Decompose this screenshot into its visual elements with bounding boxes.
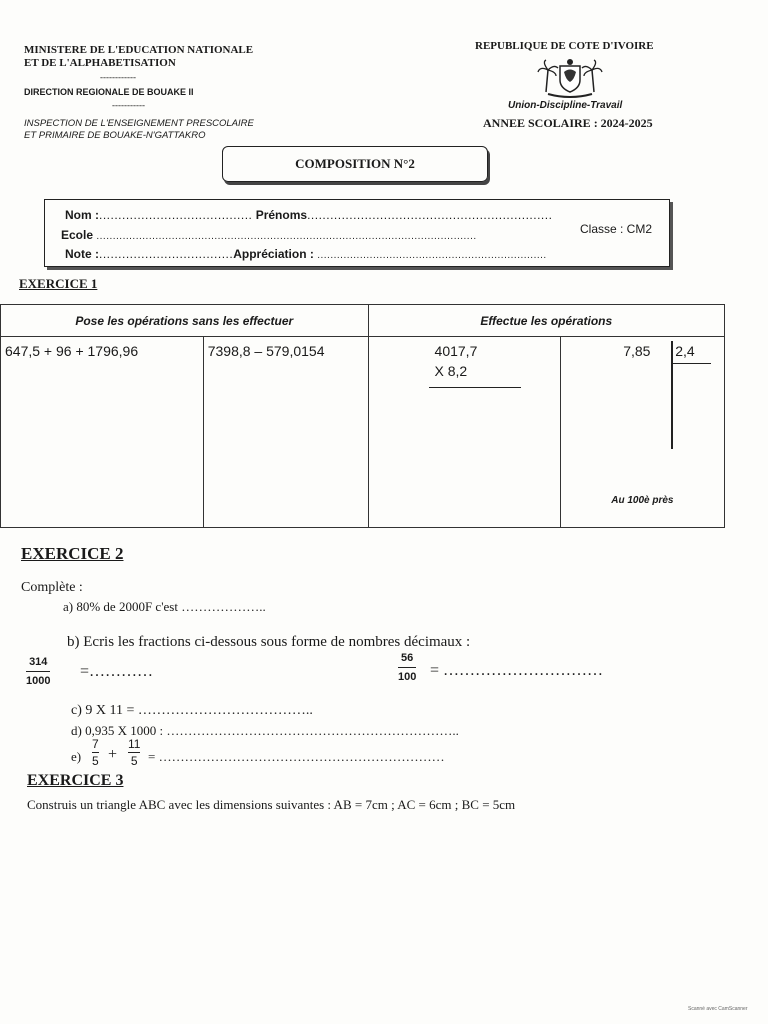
nom-label: Nom : xyxy=(65,208,99,222)
separator: ------------ xyxy=(100,72,136,82)
coat-of-arms-icon xyxy=(536,56,604,98)
fraction-bar xyxy=(26,671,50,672)
plus-sign: + xyxy=(108,746,118,763)
separator: ----------- xyxy=(112,100,145,110)
classe-label: Classe : CM2 xyxy=(580,222,653,236)
exercice2-title: EXERCICE 2 xyxy=(21,544,124,563)
fraction-bar xyxy=(128,752,140,753)
question-d: d) 0,935 X 1000 : ………………………………………………………….. xyxy=(71,723,459,738)
e-denominator2: 5 xyxy=(130,754,138,768)
direction-regionale: DIRECTION REGIONALE DE BOUAKE II xyxy=(24,87,194,97)
op1-cell[interactable] xyxy=(1,337,204,528)
fraction-bar xyxy=(92,752,99,753)
header-effectue: Effectue les opérations xyxy=(368,305,724,337)
operations-table xyxy=(0,304,725,528)
frac1-numerator: 314 xyxy=(29,656,48,668)
appreciation-label: Appréciation : xyxy=(233,247,314,261)
e-numerator1: 7 xyxy=(92,737,99,751)
division-horizontal-rule xyxy=(671,363,711,364)
question-e-label: e) xyxy=(71,749,82,764)
frac2-denominator: 100 xyxy=(398,671,417,683)
e-denominator1: 5 xyxy=(92,754,99,768)
prenoms-field[interactable]: ................................................................ xyxy=(307,208,553,222)
nom-field[interactable]: ........................................ xyxy=(99,208,253,222)
school-year: ANNEE SCOLAIRE : 2024-2025 xyxy=(483,116,653,130)
op2-text: 7398,8 – 579,0154 xyxy=(207,343,325,359)
frac2-answer[interactable]: = ………………………… xyxy=(430,662,604,679)
ecole-line xyxy=(61,228,477,242)
question-b: b) Ecris les fractions ci-dessous sous forme de nombres décimaux : xyxy=(67,634,471,650)
exercice1-title: EXERCICE 1 xyxy=(19,276,98,291)
note-field[interactable]: ................................... xyxy=(99,247,234,261)
multiplication-cell[interactable] xyxy=(368,337,561,528)
question-c: c) 9 X 11 = ……………………………….. xyxy=(71,703,313,718)
fraction-7-5 xyxy=(92,737,99,768)
exercice3-title: EXERCICE 3 xyxy=(27,772,124,789)
ecole-field[interactable]: .................................................................................................................... xyxy=(96,231,477,242)
fraction-bar xyxy=(398,667,416,668)
inspection-line2: ET PRIMAIRE DE BOUAKE-N'GATTAKRO xyxy=(24,130,206,141)
division-cell[interactable] xyxy=(561,337,725,528)
inspection-line1: INSPECTION DE L'ENSEIGNEMENT PRESCOLAIRE xyxy=(24,118,254,129)
frac2-numerator: 56 xyxy=(401,652,414,664)
frac1-denominator: 1000 xyxy=(26,675,51,687)
fraction-314-1000 xyxy=(26,656,50,687)
header-pose: Pose les opérations sans les effectuer xyxy=(1,305,369,337)
fraction-56-100 xyxy=(398,652,416,683)
mult-rule xyxy=(429,387,521,388)
scanner-watermark: Scanné avec CamScanner xyxy=(688,1006,748,1012)
exercice3-text: Construis un triangle ABC avec les dimensions suivantes : AB = 7cm ; AC = 6cm ; BC = 5cm xyxy=(27,797,516,812)
frac1-answer[interactable]: =………… xyxy=(80,663,154,680)
composition-title: COMPOSITION N°2 xyxy=(222,146,488,182)
question-e-answer[interactable]: = ………………………………………………………… xyxy=(148,749,445,764)
ministry-line1: MINISTERE DE L'EDUCATION NATIONALE xyxy=(24,44,254,56)
divisor: 2,4 xyxy=(675,343,695,359)
prenoms-label: Prénoms xyxy=(255,208,308,222)
e-numerator2: 11 xyxy=(128,737,141,751)
op1-text: 647,5 + 96 + 1796,96 xyxy=(5,343,139,359)
question-a: a) 80% de 2000F c'est ……………….. xyxy=(63,599,266,614)
dividend: 7,85 xyxy=(623,343,651,359)
nom-line xyxy=(65,208,552,222)
precision-note: Au 100è près xyxy=(611,495,674,506)
mult-top: 4017,7 xyxy=(434,343,478,359)
ministry-line2: ET DE L'ALPHABETISATION xyxy=(24,57,176,69)
exercice2-intro: Complète : xyxy=(21,580,83,595)
republic-name: REPUBLIQUE DE COTE D'IVOIRE xyxy=(475,40,654,52)
appreciation-field[interactable]: ...................................................................... xyxy=(317,250,547,261)
note-line xyxy=(65,247,547,261)
student-info-box xyxy=(44,199,670,267)
division-vertical-rule xyxy=(671,341,672,449)
op2-cell[interactable] xyxy=(203,337,368,528)
motto: Union-Discipline-Travail xyxy=(508,100,623,111)
ecole-label: Ecole xyxy=(61,228,94,242)
mult-bottom: X 8,2 xyxy=(434,363,468,379)
fraction-11-5 xyxy=(128,737,140,768)
note-label: Note : xyxy=(65,247,99,261)
